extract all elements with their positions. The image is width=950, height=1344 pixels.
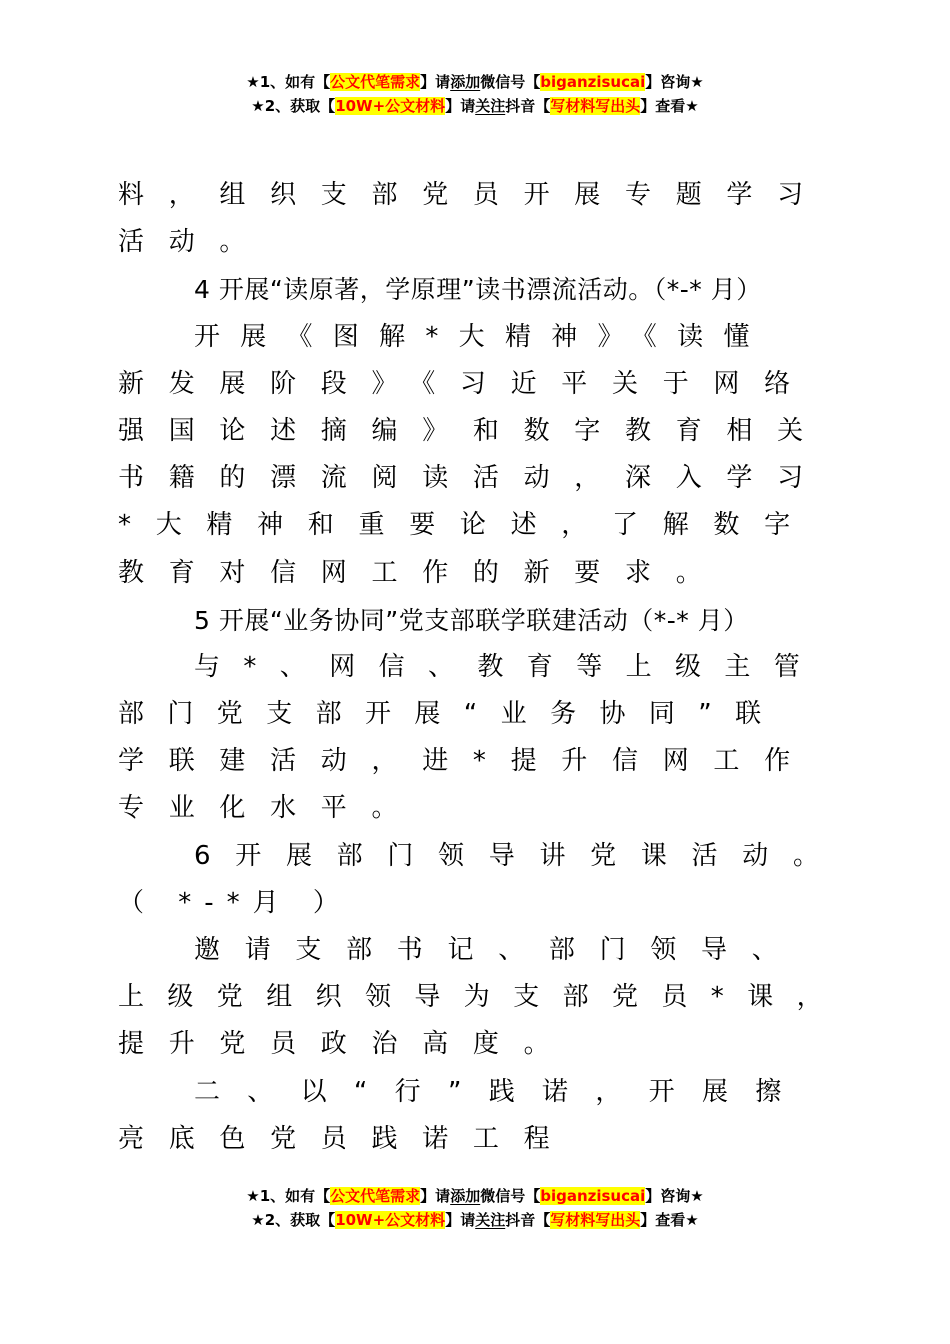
header-link[interactable]: 关注: [475, 97, 506, 115]
header-line-2: [0, 94, 950, 118]
header-text: 】请: [445, 97, 476, 115]
header-text: 抖音【: [505, 97, 551, 115]
header-highlight: biganzisucai: [540, 73, 646, 91]
section-heading: 6开展部门领导讲党课活动。: [194, 840, 844, 871]
body-line: （ *-*月 ）: [118, 887, 352, 918]
footer-text: 】查看★: [640, 1211, 699, 1229]
footer-highlight: 公文代笔需求: [330, 1187, 421, 1205]
footer-link[interactable]: 关注: [475, 1211, 506, 1229]
header-link[interactable]: 添加: [450, 73, 481, 91]
footer-text: ★1、如有【: [246, 1187, 331, 1205]
body-line: 料，组织支部党员开展专题学习: [118, 180, 828, 210]
body-line: 教育对信网工作的新要求。: [118, 557, 727, 588]
body-line: 新发展阶段》《习近平关于网络: [118, 368, 815, 399]
header-text: 】请: [420, 73, 451, 91]
section-heading: 亮底色党员践诺工程: [118, 1123, 575, 1154]
header-text: ★1、如有【: [246, 73, 331, 91]
footer-highlight: biganzisucai: [540, 1187, 646, 1205]
header-text: 】咨询★: [645, 73, 704, 91]
footer-highlight: 10W+公文材料: [335, 1211, 446, 1229]
footer-text: ★2、获取【: [251, 1211, 336, 1229]
footer-text: 抖音【: [505, 1211, 551, 1229]
body-line: 提升党员政治高度。: [118, 1029, 575, 1060]
footer-line-1: [0, 1184, 950, 1208]
section-heading: 5 开展“业务协同”党支部联学联建活动（*-* 月）: [194, 605, 749, 635]
header-line-1: [0, 70, 950, 94]
body-line: 开展《图解*大精神》《读懂: [194, 321, 770, 352]
header-text: 微信号【: [480, 73, 541, 91]
body-line: 书籍的漂流阅读活动，深入学习: [118, 463, 828, 494]
footer-text: 微信号【: [480, 1187, 541, 1205]
section-heading: 二、以“行”践诺，开展擦: [194, 1076, 809, 1107]
body-line: 专业化水平。: [118, 793, 423, 824]
body-line: 活动。: [118, 227, 271, 258]
header-highlight: 10W+公文材料: [335, 97, 446, 115]
header-banner: [0, 70, 950, 118]
body-line: *大精神和重要论述，了解数字: [118, 510, 815, 541]
document-body: [118, 172, 847, 1163]
body-line: 与*、网信、教育等上级主管: [194, 651, 824, 682]
footer-highlight: 写材料写出头: [550, 1211, 641, 1229]
footer-banner: [0, 1184, 950, 1232]
body-line: 上级党组织领导为支部党员*课，: [118, 982, 847, 1013]
header-text: 】查看★: [640, 97, 699, 115]
body-line: 邀请支部书记、部门领导、: [194, 935, 803, 965]
section-heading: 4 开展“读原著，学原理”读书漂流活动。（*-* 月）: [194, 275, 762, 305]
header-highlight: 公文代笔需求: [330, 73, 421, 91]
footer-line-2: [0, 1208, 950, 1232]
footer-text: 】请: [420, 1187, 451, 1205]
footer-text: 】请: [445, 1211, 476, 1229]
header-highlight: 写材料写出头: [550, 97, 641, 115]
body-line: 学联建活动，进*提升信网工作: [118, 746, 815, 777]
body-line: 部门党支部开展“业务协同”联: [118, 699, 785, 730]
header-text: ★2、获取【: [251, 97, 336, 115]
footer-link[interactable]: 添加: [450, 1187, 481, 1205]
body-line: 强国论述摘编》和数字教育相关: [118, 415, 828, 446]
footer-text: 】咨询★: [645, 1187, 704, 1205]
